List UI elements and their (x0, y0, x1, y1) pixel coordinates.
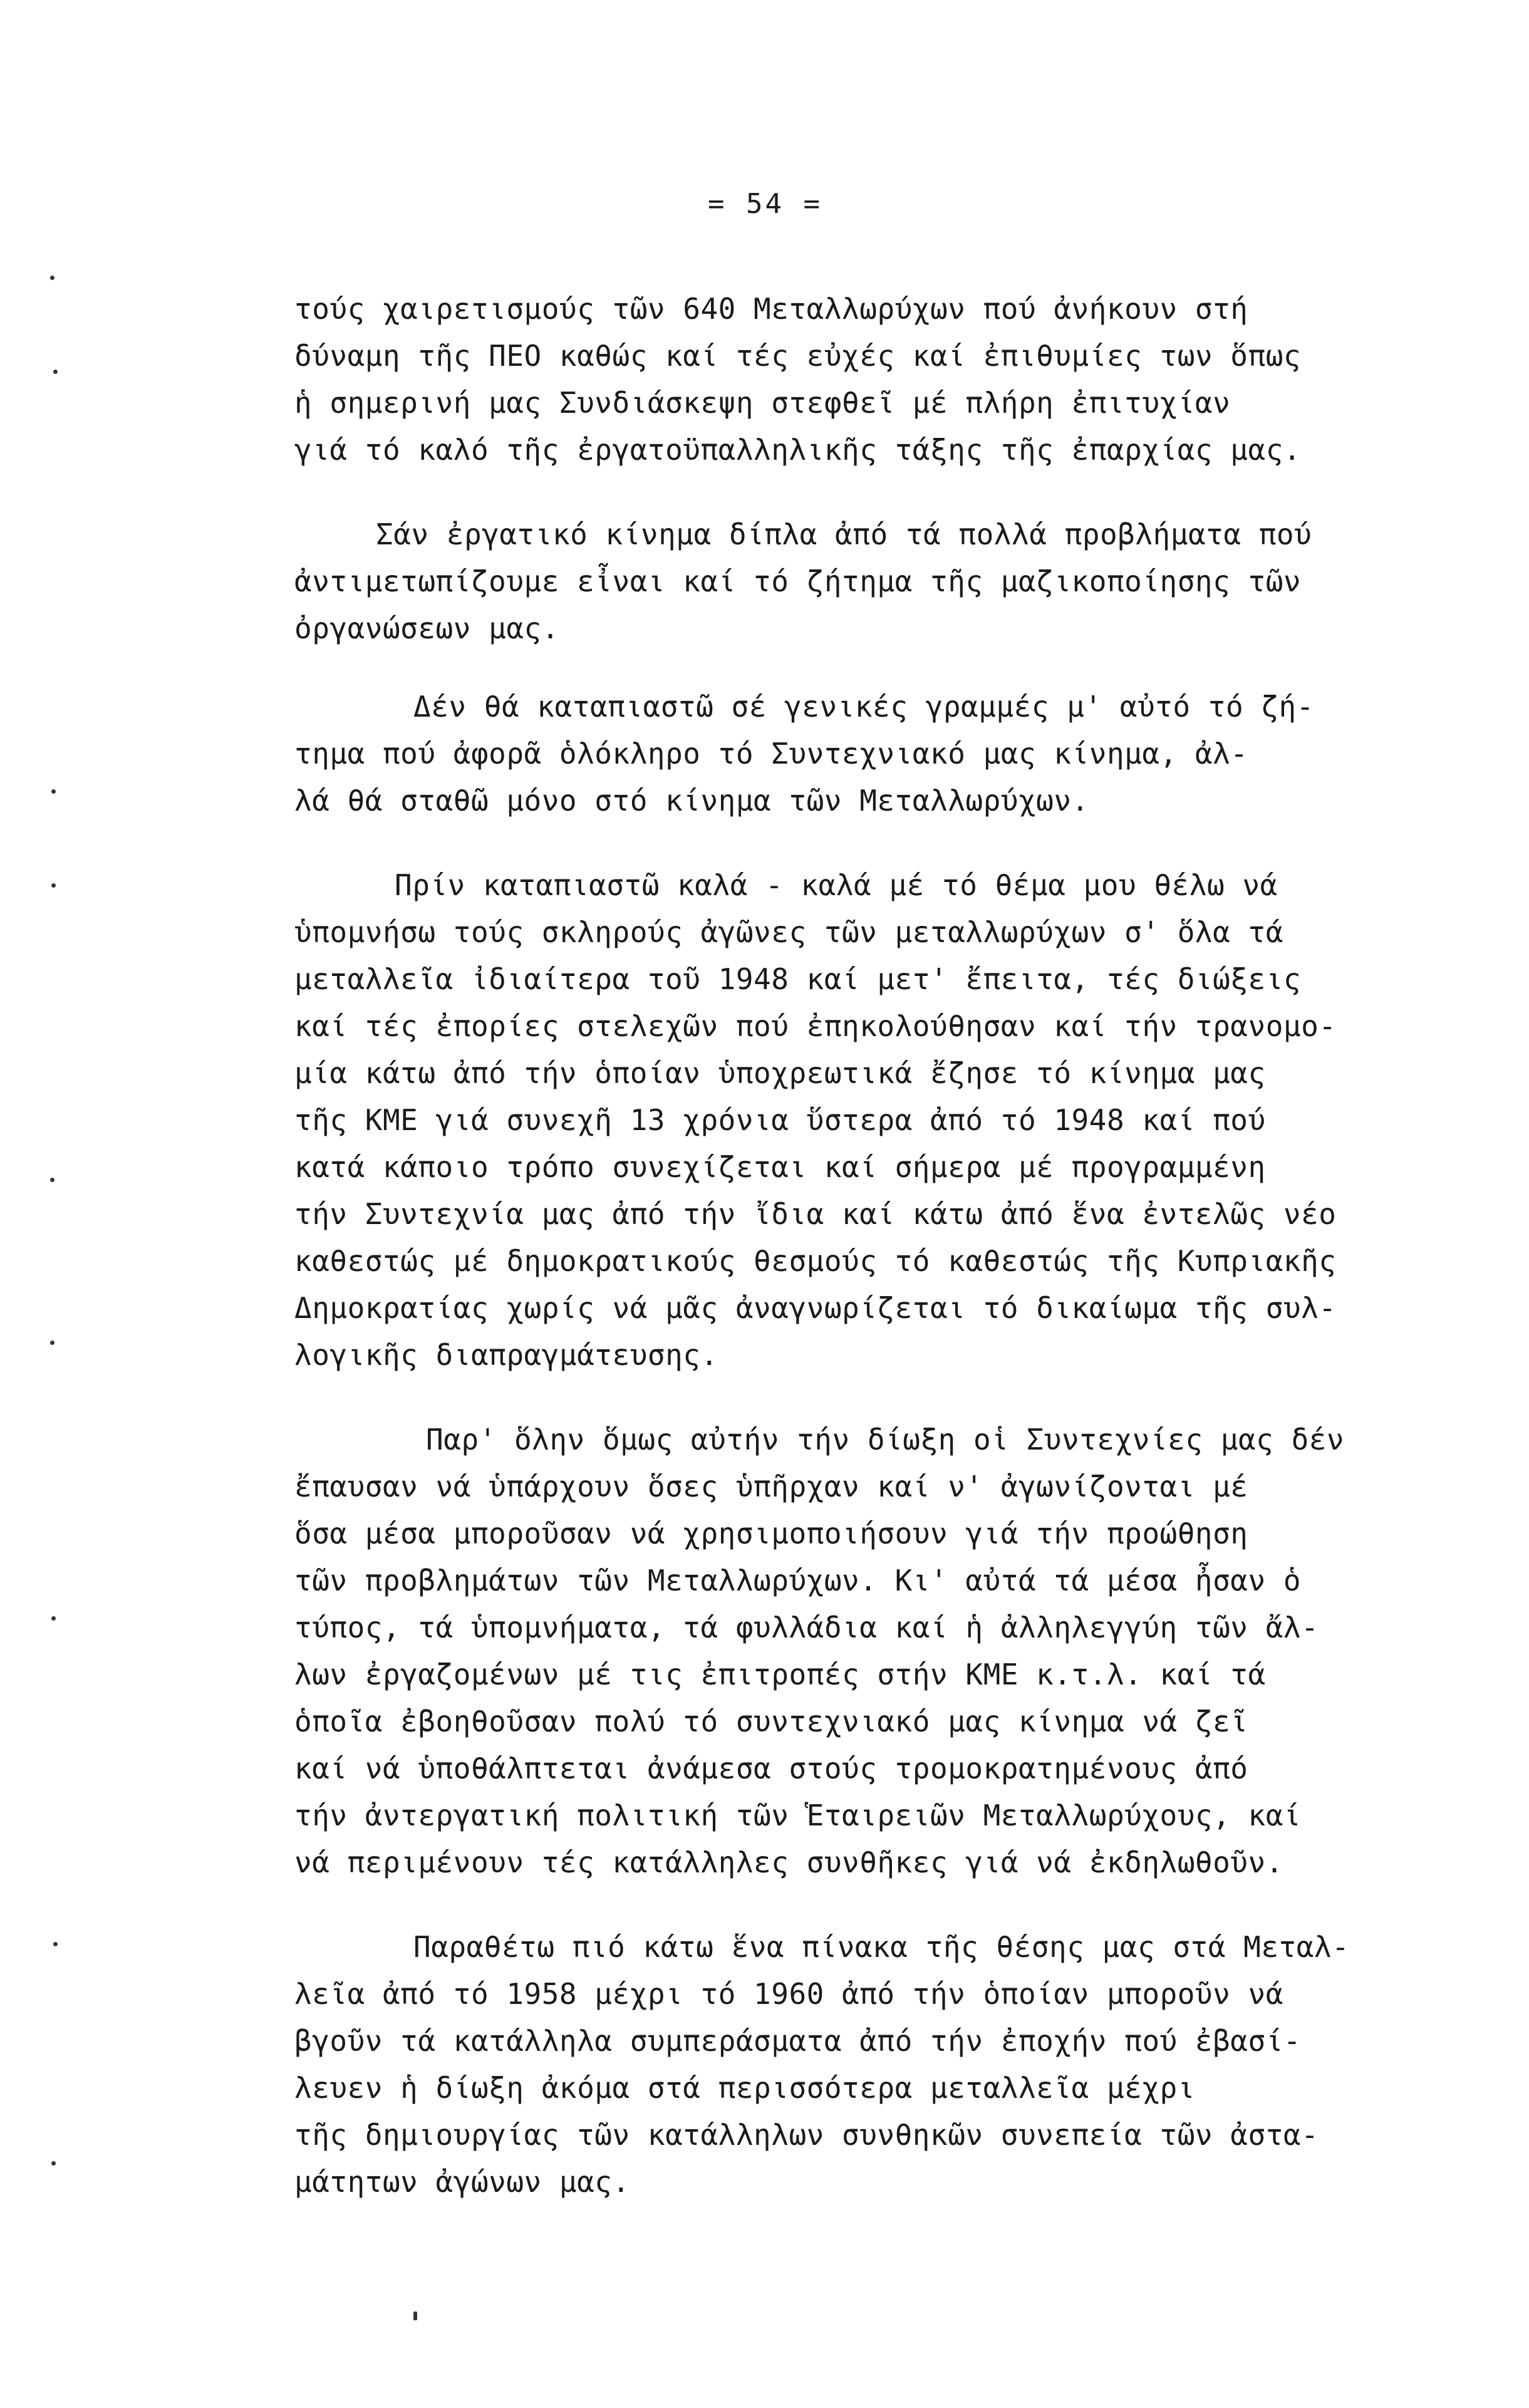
text-line: νά περιμένουν τές κατάλληλες συνθῆκες γιά νά ἐκδηλωθοῦν. (294, 1845, 1283, 1879)
text-line: τήν ἀντεργατική πολιτική τῶν Ἑταιρειῶν Μεταλλωρύχους, καί (294, 1798, 1302, 1832)
text-line: τήν Συντεχνία μας ἀπό τήν ἴδια καί κάτω ἀπό ἕνα ἐντελῶς νέο (294, 1197, 1337, 1231)
text-line: τημα πού ἀφορᾶ ὁλόκληρο τό Συντεχνιακό μας κίνημα, ἀλ- (294, 737, 1248, 771)
text-line: λων ἐργαζομένων μέ τις ἐπιτροπές στήν ΚΜΕ κ.τ.λ. καί τά (294, 1658, 1266, 1691)
scan-speck (51, 883, 56, 888)
text-line: τούς χαιρετισμούς τῶν 640 Μεταλλωρύχων πού ἀνήκουν στή (294, 292, 1248, 326)
text-line: Δημοκρατίας χωρίς νά μᾶς ἀναγνωρίζεται τό δικαίωμα τῆς συλ- (294, 1291, 1337, 1325)
text-line: μεταλλεῖα ἰδιαίτερα τοῦ 1948 καί μετ' ἔπειτα, τές διώξεις (294, 962, 1302, 996)
text-line: ὀργανώσεων μας. (294, 611, 559, 645)
text-line: Παραθέτω πιό κάτω ἕνα πίνακα τῆς θέσης μας στά Μεταλ- (413, 1930, 1350, 1964)
text-line: κατά κάποιο τρόπο συνεχίζεται καί σήμερα μέ προγραμμένη (294, 1150, 1266, 1184)
scan-speck (413, 2312, 417, 2320)
scan-speck (53, 1942, 58, 1946)
text-line: δύναμη τῆς ΠΕΟ καθώς καί τές εὐχές καί ἐπιθυμίες των ὅπως (294, 339, 1302, 373)
text-line: ἔπαυσαν νά ὑπάρχουν ὅσες ὑπῆρχαν καί ν' ἀγωνίζονται μέ (294, 1470, 1248, 1503)
text-line: τῆς δημιουργίας τῶν κατάλληλων συνθηκῶν συνεπεία τῶν ἀστα- (294, 2118, 1319, 2152)
text-line: γιά τό καλό τῆς ἐργατοϋπαλληλικῆς τάξης τῆς ἐπαρχίας μας. (294, 433, 1302, 467)
scan-speck (51, 1616, 56, 1621)
text-line: καί νά ὑποθάλπτεται ἀνάμεσα στούς τρομοκρατημένους ἀπό (294, 1752, 1248, 1785)
text-line: καί τές ἐπορίες στελεχῶν πού ἐπηκολούθησαν καί τήν τρανομο- (294, 1009, 1337, 1043)
text-line: ὅσα μέσα μποροῦσαν νά χρησιμοποιήσουν γιά τήν προώθηση (294, 1517, 1248, 1550)
text-line: μία κάτω ἀπό τήν ὁποίαν ὑποχρεωτικά ἔζησε τό κίνημα μας (294, 1056, 1266, 1090)
text-line: καθεστώς μέ δημοκρατικούς θεσμούς τό καθεστώς τῆς Κυπριακῆς (294, 1244, 1337, 1278)
text-line: μάτητων ἀγώνων μας. (294, 2165, 630, 2199)
text-line: λεῖα ἀπό τό 1958 μέχρι τό 1960 ἀπό τήν ὁποίαν μποροῦν νά (294, 1977, 1283, 2011)
text-line: ὁποῖα ἐβοηθοῦσαν πολύ τό συντεχνιακό μας κίνημα νά ζεῖ (294, 1705, 1248, 1738)
text-line: ἀντιμετωπίζουμε εἶναι καί τό ζήτημα τῆς μαζικοποίησης τῶν (294, 564, 1302, 598)
scan-speck (50, 1341, 54, 1345)
text-line: λογικῆς διαπραγμάτευσης. (294, 1338, 718, 1372)
text-line: τῆς ΚΜΕ γιά συνεχῆ 13 χρόνια ὕστερα ἀπό τό 1948 καί πού (294, 1103, 1266, 1137)
text-line: Δέν θά καταπιαστῶ σέ γενικές γραμμές μ' αὐτό τό ζή- (413, 690, 1314, 724)
text-line: βγοῦν τά κατάλληλα συμπεράσματα ἀπό τήν ἐποχήν πού ἐβασί- (294, 2024, 1302, 2058)
scan-speck (51, 789, 56, 794)
text-line: Σάν ἐργατικό κίνημα δίπλα ἀπό τά πολλά προβλήματα πού (376, 517, 1312, 551)
text-line: Παρ' ὅλην ὅμως αὐτήν τήν δίωξη οἱ Συντεχνίες μας δέν (426, 1423, 1345, 1456)
scan-speck (53, 370, 58, 374)
text-line: ὑπομνήσω τούς σκληρούς ἀγῶνες τῶν μεταλλωρύχων σ' ὅλα τά (294, 915, 1283, 949)
page-number: = 54 = (708, 188, 822, 220)
text-line: λά θά σταθῶ μόνο στό κίνημα τῶν Μεταλλωρύχων. (294, 784, 1089, 817)
text-line: ἡ σημερινή μας Συνδιάσκεψη στεφθεῖ μέ πλήρη ἐπιτυχίαν (294, 386, 1231, 420)
text-line: Πρίν καταπιαστῶ καλά - καλά μέ τό θέμα μου θέλω νά (395, 868, 1278, 902)
scan-speck (50, 276, 54, 280)
text-line: τῶν προβλημάτων τῶν Μεταλλωρύχων. Κι' αὐτά τά μέσα ἦσαν ὁ (294, 1564, 1302, 1597)
scan-speck (50, 1178, 54, 1182)
text-line: λευεν ἡ δίωξη ἀκόμα στά περισσότερα μεταλλεῖα μέχρι (294, 2071, 1195, 2105)
scan-speck (51, 2161, 56, 2166)
text-line: τύπος, τά ὑπομνήματα, τά φυλλάδια καί ἡ ἀλληλεγγύη τῶν ἄλ- (294, 1611, 1319, 1644)
